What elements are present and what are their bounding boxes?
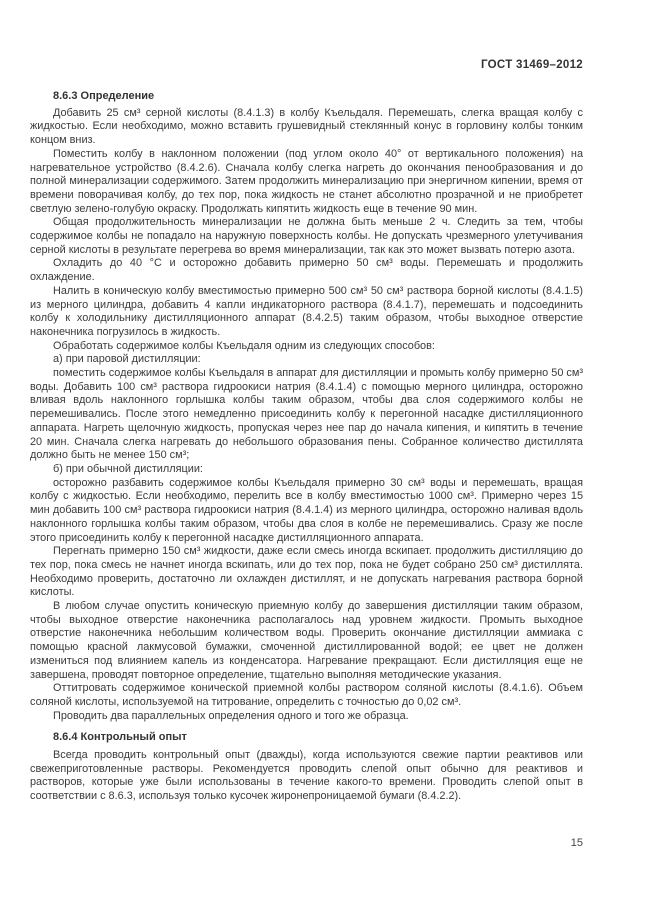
page-number: 15: [570, 837, 583, 849]
paragraph: Проводить два параллельных определения одного и того же образца.: [53, 709, 409, 722]
paragraph: Общая продолжительность минерализации не должна быть меньше 2 ч. Следить за тем, чтобы содержимое колбы не попадало на наружную поверхность колбы. Не допускать чрезмерного улетучивания серной кислоты в результате перегрева во время минерализации, так как это может вызвать потерю азота.: [30, 216, 583, 256]
section-heading-8-6-3: 8.6.3 Определение: [53, 90, 155, 102]
list-item-a: а) при паровой дистилляции:: [53, 353, 201, 366]
document-body: [30, 90, 583, 804]
paragraph: Налить в коническую колбу вместимостью примерно 500 см³ 50 см³ раствора борной кислоты (8.4.1.5) из мерного цилиндра, добавить 4 капли индикаторного раствора (8.4.1.7), перемешать и подсоединить колбу к холодильнику дистилляционного аппарат (8.4.2.5) таким образом, чтобы выходное отверстие наконечника погрузилось в жидкость.: [30, 284, 583, 338]
paragraph: Поместить колбу в наклонном положении (под углом около 40° от вертикального положения) на нагревательное устройство (8.4.2.6). Сначала колбу слегка нагреть до окончания пенообразования и до полной минерализации содержимого. Затем продолжить минерализацию при энергичном кипении, время от времени поворачивая колбу, до тех пор, пока жидкость не станет абсолютно прозрачной и не приобретет светлую зелено-голубую окраску. Продолжать кипятить жидкость еще в течение 90 мин.: [30, 147, 583, 215]
paragraph: Охладить до 40 °С и осторожно добавить примерно 50 см³ воды. Перемешать и продолжить охлаждение.: [30, 257, 583, 284]
section-heading-8-6-4: 8.6.4 Контрольный опыт: [53, 731, 187, 744]
paragraph: Добавить 25 см³ серной кислоты (8.4.1.3) в колбу Къельдаля. Перемешать, слегка вращая колбу с жидкостью. Если необходимо, можно вставить грушевидный стеклянный конус в горловину колбы тонким концом вниз.: [30, 106, 583, 147]
paragraph: Обработать содержимое колбы Къельдаля одним из следующих способов:: [53, 339, 435, 352]
paragraph: Оттитровать содержимое конической приемной колбы раствором соляной кислоты (8.4.1.6). Объем соляной кислоты, используемой на титрование, определить с точностью до 0,02 см³.: [30, 682, 583, 708]
paragraph: Перегнать примерно 150 см³ жидкости, даже если смесь иногда вскипает. продолжить дистилляцию до тех пор, пока смесь не начнет иногда вскипать, или до тех пор, пока не будет собрано 250 см³ дистиллята. Необходимо проверить, достаточно ли охлажден дистиллят, и не допускать нагревания раствора борной кислоты.: [30, 545, 583, 599]
paragraph: поместить содержимое колбы Къельдаля в аппарат для дистилляции и промыть колбу примерно 50 см³ воды. Добавить 100 см³ раствора гидроокиси натрия (8.4.1.4) с помощью мерного цилиндра, осторожно вливая вдоль наклонного горлышка колбы таким образом, чтобы два слоя содержимого колбы не перемешивались. После этого немедленно присоединить колбу к перегонной насадке дистилляционного аппарата. Нагреть щелочную жидкость, пропуская через нее пар до начала кипения, и кипятить в течение 20 мин. Сначала слегка нагревать до небольшого образования пены. Собранное количество дистиллята должно быть не менее 150 см³;: [30, 367, 583, 462]
list-item-b: б) при обычной дистилляции:: [53, 462, 203, 475]
paragraph: Всегда проводить контрольный опыт (дважды), когда используются свежие партии реактивов или свежеприготовленные растворы. Рекомендуется проводить слепой опыт обычно для реактивов и растворов, которые уже были использованы в течение какого-то времени. Проводить слепой опыт в соответствии с 8.6.3, используя только кусочек жиронепроницаемой бумаги (8.4.2.2).: [30, 749, 583, 803]
paragraph: осторожно разбавить содержимое колбы Къельдаля примерно 30 см³ воды и перемешать, вращая колбу с жидкостью. Если необходимо, перелить все в колбу вместимостью 1000 см³. Примерно через 15 мин добавить 100 см³ раствора гидроокиси натрия (8.4.1.4) из мерного цилиндра, осторожно наливая вдоль наклонного горлышка колбы таким образом, чтобы два слоя в колбе не перемешивались. Сразу же после этого присоединить колбу к перегонной насадке дистилляционного аппарата.: [30, 476, 583, 544]
paragraph: В любом случае опустить коническую приемную колбу до завершения дистилляции таким образом, чтобы выходное отверстие наконечника располагалось над уровнем жидкости. Промыть выходное отверстие наконечника небольшим количеством воды. Проверить окончание дистилляции аммиака с помощью красной лакмусовой бумажки, смоченной дистиллированной водой; ее цвет не должен измениться под влиянием капель из конденсатора. Нагревание прекращают. Если дистилляция еще не завершена, проводят повторное определение, тщательно выполняя методические указания.: [30, 600, 583, 681]
document-header: ГОСТ 31469–2012: [480, 59, 583, 71]
